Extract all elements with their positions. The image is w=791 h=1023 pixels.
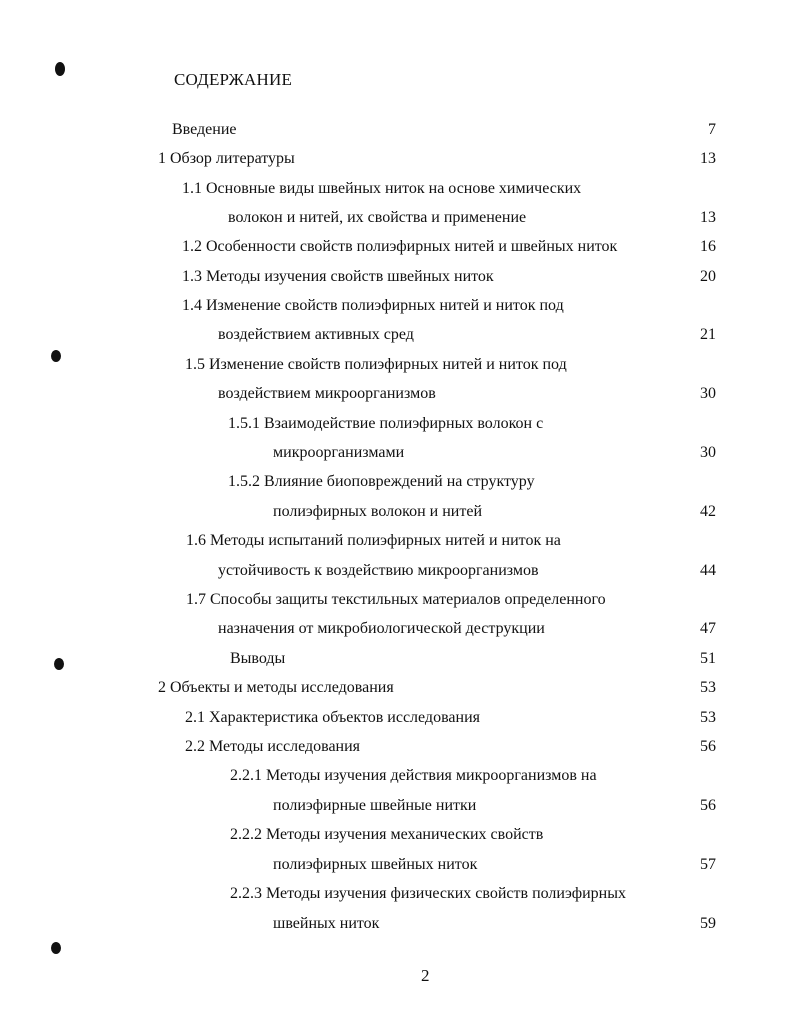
toc-entry-text: 2.2.3 Методы изучения физических свойств полиэфирных: [230, 885, 626, 902]
toc-page-number: 57: [700, 856, 716, 873]
toc-entry-text: 1.4 Изменение свойств полиэфирных нитей и ниток под: [182, 297, 564, 314]
toc-entry-text: 1.5 Изменение свойств полиэфирных нитей и ниток под: [185, 356, 567, 373]
page-number: 2: [421, 966, 430, 985]
toc-page-number: 56: [700, 738, 716, 755]
toc-entry-text: Введение: [172, 121, 237, 138]
toc-page-number: 56: [700, 797, 716, 814]
toc-entry-text: полиэфирных волокон и нитей: [273, 503, 482, 520]
toc-entry-text: волокон и нитей, их свойства и применение: [228, 209, 527, 226]
page-title: СОДЕРЖАНИЕ: [174, 70, 293, 89]
toc-page-number: 42: [700, 503, 716, 520]
toc-entry-text: швейных ниток: [273, 915, 380, 932]
toc-page-number: 13: [700, 209, 716, 226]
toc-page-number: 30: [700, 444, 716, 461]
toc-entry-text: устойчивость к воздействию микроорганизмов: [218, 562, 539, 579]
toc-page-number: 53: [700, 709, 716, 726]
toc-page-number: 53: [700, 679, 716, 696]
toc-entry-text: 1 Обзор литературы: [158, 150, 295, 167]
toc-entry-text: воздействием микроорганизмов: [218, 385, 436, 402]
toc-entry-text: воздействием активных сред: [218, 326, 414, 343]
scan-mark: [54, 658, 64, 670]
toc-entry-text: 1.1 Основные виды швейных ниток на основе химических: [182, 180, 582, 197]
toc-page-number: 59: [700, 915, 716, 932]
toc-entry-text: полиэфирных швейных ниток: [273, 856, 478, 873]
toc-page-number: 7: [708, 121, 716, 138]
toc-page-number: 30: [700, 385, 716, 402]
toc-entry-text: назначения от микробиологической деструкции: [218, 620, 545, 637]
toc-entry-text: Выводы: [230, 650, 286, 667]
toc-page-number: 20: [700, 268, 716, 285]
toc-page-number: 13: [700, 150, 716, 167]
toc-entry-text: 2.1 Характеристика объектов исследования: [185, 709, 480, 726]
toc-page-number: 16: [700, 238, 716, 255]
toc-entry-text: 1.2 Особенности свойств полиэфирных нитей и швейных ниток: [182, 238, 618, 255]
toc-entry-text: 2 Объекты и методы исследования: [158, 679, 394, 696]
toc-entry-text: 1.6 Методы испытаний полиэфирных нитей и ниток на: [186, 532, 561, 549]
toc-entry-text: 1.7 Способы защиты текстильных материалов определенного: [186, 591, 606, 608]
scan-mark: [51, 942, 61, 954]
toc-entry-text: микроорганизмами: [273, 444, 405, 461]
scan-mark: [55, 62, 65, 76]
toc-entry-text: 1.5.1 Взаимодействие полиэфирных волокон с: [228, 415, 544, 432]
toc-page-number: 51: [700, 650, 716, 667]
toc-page-number: 47: [700, 620, 716, 637]
toc-page-number: 44: [700, 562, 716, 579]
toc-entry-text: полиэфирные швейные нитки: [273, 797, 477, 814]
toc-entry-text: 1.3 Методы изучения свойств швейных ниток: [182, 268, 494, 285]
toc-page-number: 21: [700, 326, 716, 343]
toc-entry-text: 2.2 Методы исследования: [185, 738, 361, 755]
toc-entry-text: 1.5.2 Влияние биоповреждений на структуру: [228, 473, 535, 490]
toc-entry-text: 2.2.1 Методы изучения действия микроорганизмов на: [230, 767, 597, 784]
toc-entry-text: 2.2.2 Методы изучения механических свойств: [230, 826, 544, 843]
scan-mark: [51, 350, 61, 362]
